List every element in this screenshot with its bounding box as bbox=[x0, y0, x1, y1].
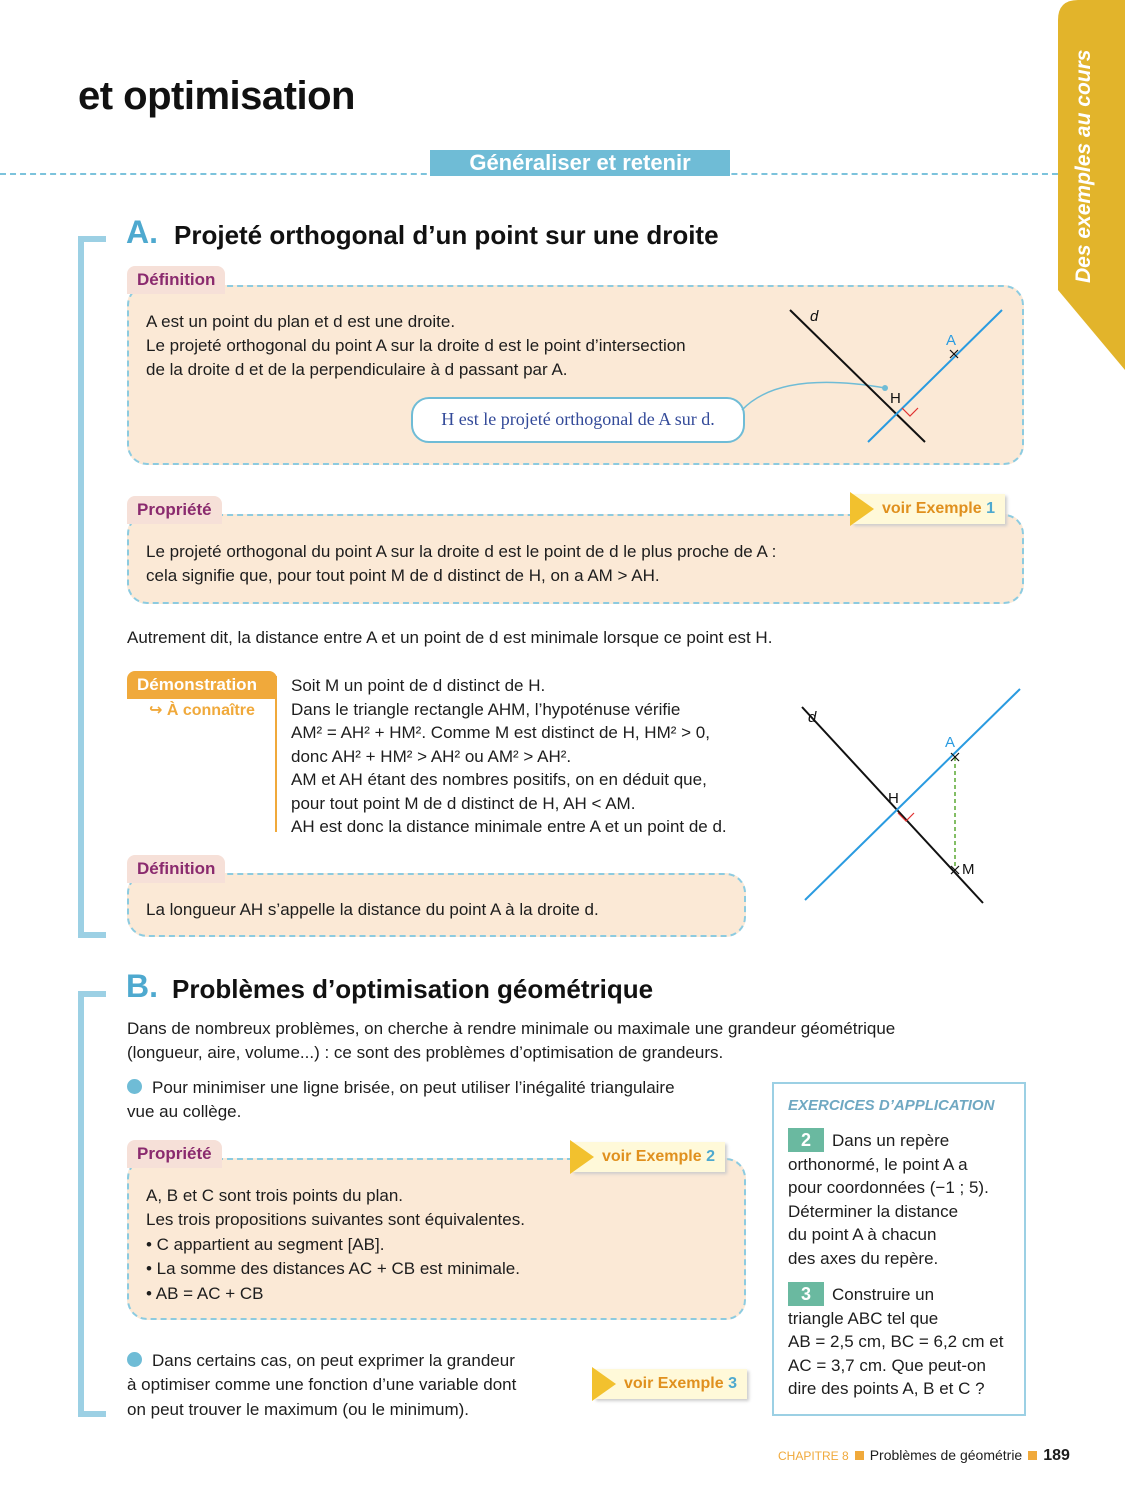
label-h: H bbox=[888, 790, 899, 807]
play-icon bbox=[570, 1140, 594, 1174]
demonstration-text: Soit M un point de d distinct de H. Dans le triangle rectangle AHM, l’hypoténuse vérifie AM² = AH² + HM². Comme M est distinct de H, HM² > 0, donc AH² + HM² > AH² ou AM² > AH². AM et AH étant des nombres positifs, on en déduit que, pour tout point M de d distinct de H, AH < AM. AH est donc la distance minimale entre A et un point de d. bbox=[291, 676, 727, 836]
section-a-bracket bbox=[78, 236, 106, 938]
a-connaitre-label: ↪ À connaître bbox=[149, 702, 255, 719]
label-a: A bbox=[945, 734, 956, 751]
label-d: d bbox=[810, 308, 819, 325]
line-d bbox=[790, 310, 925, 442]
callout-dot bbox=[882, 385, 888, 391]
exercise-2: 2 Dans un repère orthonormé, le point A a pour coordonnées (−1 ; 5). Déterminer la distance du point A à chacun des axes du repère. bbox=[788, 1130, 989, 1268]
bullet-1-line2: vue au collège. bbox=[127, 1102, 242, 1121]
label-m: M bbox=[962, 861, 975, 878]
footer-subject: Problèmes de géométrie bbox=[869, 1447, 1023, 1463]
section-a-title: Projeté orthogonal d’un point sur une droite bbox=[174, 220, 719, 250]
label-a: A bbox=[946, 332, 957, 349]
definition-2-line1: La longueur AH s’appelle la distance du point A à la droite d. bbox=[146, 900, 599, 919]
bullet-2-line3: on peut trouver le maximum (ou le minimum). bbox=[127, 1400, 470, 1419]
definition-tag-1: Définition bbox=[127, 266, 225, 294]
property-tag-a: Propriété bbox=[127, 496, 222, 524]
property-b-item1: • C appartient au segment [AB]. bbox=[146, 1235, 385, 1254]
definition-1-line3: de la droite d et de la perpendiculaire à d passant par A. bbox=[146, 360, 568, 379]
voir-exemple-3-link[interactable]: voir Exemple 3 bbox=[594, 1369, 747, 1399]
bullet-2-line1: Dans certains cas, on peut exprimer la grandeur bbox=[127, 1349, 515, 1373]
play-icon bbox=[592, 1367, 616, 1401]
arrow-icon: ↪ bbox=[149, 702, 163, 719]
footer-square bbox=[855, 1451, 864, 1460]
side-tab-label: Des exemples au cours bbox=[1072, 49, 1095, 283]
property-a-line1: Le projeté orthogonal du point A sur la droite d est le point de d le plus proche de A : bbox=[146, 542, 777, 561]
right-angle-mark bbox=[902, 408, 918, 416]
callout-connector bbox=[742, 382, 885, 410]
demonstration-rule bbox=[275, 676, 277, 832]
definition-tag-2: Définition bbox=[127, 855, 225, 883]
section-banner: Généraliser et retenir bbox=[430, 150, 730, 176]
exercise-2-number[interactable]: 2 bbox=[788, 1128, 824, 1152]
label-d: d bbox=[808, 709, 817, 726]
demonstration-tag: Démonstration bbox=[127, 671, 277, 699]
exercise-3: 3 Construire un triangle ABC tel que AB = 2,5 cm, BC = 6,2 cm et AC = 3,7 cm. Que peut-on dire des points A, B et C ? bbox=[788, 1284, 1004, 1398]
voir-exemple-1-link[interactable]: voir Exemple 1 bbox=[852, 494, 1005, 524]
page-title: et optimisation bbox=[78, 74, 355, 118]
property-b-item2: • La somme des distances AC + CB est minimale. bbox=[146, 1259, 520, 1278]
exercises-title: EXERCICES D’APPLICATION bbox=[788, 1097, 995, 1114]
property-b-item3: • AB = AC + CB bbox=[146, 1284, 264, 1303]
page-number: 189 bbox=[1043, 1447, 1070, 1464]
footer-square bbox=[1028, 1451, 1037, 1460]
footer bbox=[778, 1447, 1070, 1465]
property-a-line2: cela signifie que, pour tout point M de d distinct de H, on a AM > AH. bbox=[146, 566, 660, 585]
voir-exemple-2-link[interactable]: voir Exemple 2 bbox=[572, 1142, 725, 1172]
autrement-text: Autrement dit, la distance entre A et un point de d est minimale lorsque ce point est H. bbox=[127, 628, 773, 647]
bullet-icon bbox=[127, 1079, 142, 1094]
bullet-2-line2: à optimiser comme une fonction d’une variable dont bbox=[127, 1375, 517, 1394]
callout-projection: H est le projeté orthogonal de A sur d. bbox=[411, 397, 745, 443]
bullet-icon bbox=[127, 1352, 142, 1367]
property-b-line2: Les trois propositions suivantes sont équivalentes. bbox=[146, 1210, 525, 1229]
section-a-letter: A. bbox=[126, 214, 158, 250]
exercise-3-number[interactable]: 3 bbox=[788, 1282, 824, 1306]
property-tag-b: Propriété bbox=[127, 1140, 222, 1168]
play-icon bbox=[850, 492, 874, 526]
perpendicular-line bbox=[868, 310, 1002, 442]
section-b-letter: B. bbox=[126, 968, 158, 1004]
section-b-intro-2: (longueur, aire, volume...) : ce sont des problèmes d’optimisation de grandeurs. bbox=[127, 1043, 724, 1062]
section-b-title: Problèmes d’optimisation géométrique bbox=[172, 974, 654, 1004]
bullet-1-line1: Pour minimiser une ligne brisée, on peut utiliser l’inégalité triangulaire bbox=[127, 1076, 675, 1100]
perpendicular-line bbox=[805, 689, 1020, 900]
figure-distance bbox=[790, 685, 1030, 910]
definition-1-line1: A est un point du plan et d est une droite. bbox=[146, 312, 456, 331]
figure-projection bbox=[740, 295, 1020, 455]
definition-1-line2: Le projeté orthogonal du point A sur la droite d est le point d’intersection bbox=[146, 336, 686, 355]
section-b-bracket bbox=[78, 991, 106, 1417]
section-b-intro-1: Dans de nombreux problèmes, on cherche à rendre minimale ou maximale une grandeur géométrique bbox=[127, 1019, 896, 1038]
label-h: H bbox=[890, 390, 901, 407]
property-b-line1: A, B et C sont trois points du plan. bbox=[146, 1186, 404, 1205]
footer-chapter: CHAPITRE 8 bbox=[778, 1449, 849, 1463]
